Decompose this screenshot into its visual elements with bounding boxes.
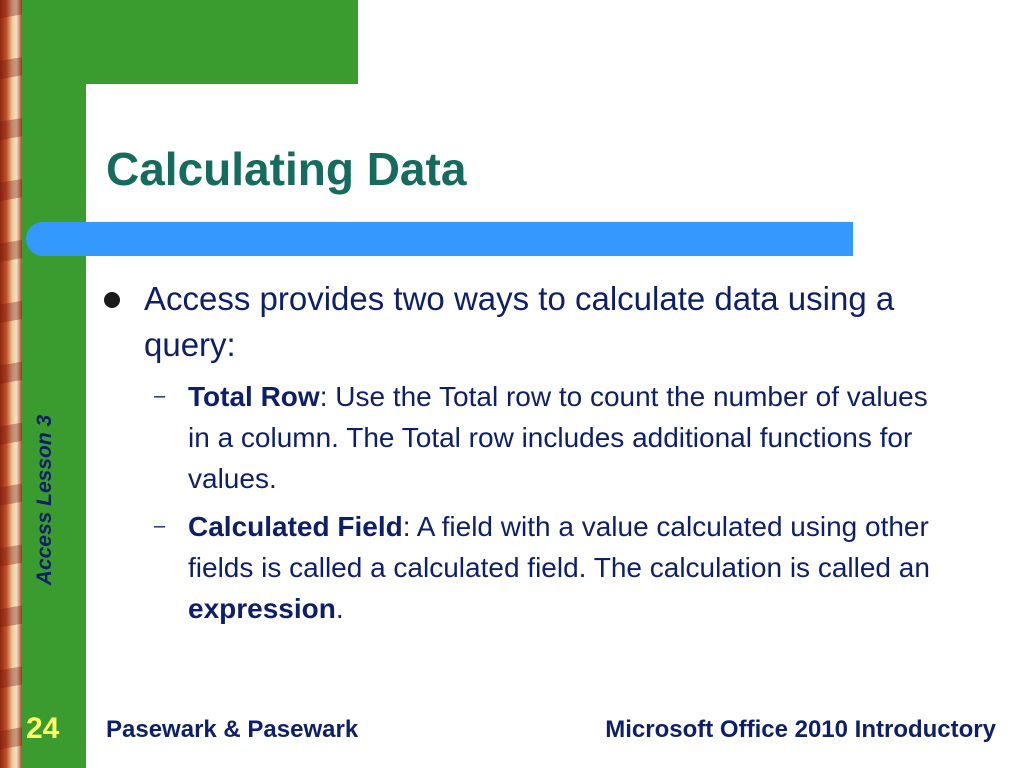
main-bullet-text: Access provides two ways to calculate data using a query: bbox=[144, 280, 895, 363]
subpoint-text bbox=[188, 376, 934, 499]
subpoint-tail: . bbox=[335, 593, 344, 624]
bullet-dot-icon bbox=[104, 292, 120, 308]
subpoint-calculated-field bbox=[154, 506, 934, 629]
subpoint-description: : A field with a value calculated using other fields is called a calculated field. The calculation is called an bbox=[188, 511, 930, 583]
green-top-panel bbox=[22, 0, 358, 84]
lesson-side-label bbox=[30, 380, 60, 620]
dash-icon: – bbox=[154, 515, 166, 537]
dash-icon: – bbox=[154, 385, 166, 407]
subpoint-term-expression: expression bbox=[188, 593, 336, 624]
subpoint-term: Total Row bbox=[188, 381, 320, 412]
subpoint-term: Calculated Field bbox=[188, 511, 403, 542]
subpoint-description: : Use the Total row to count the number of values in a column. The Total row includes additional functions for values. bbox=[188, 381, 928, 494]
slide-title: Calculating Data bbox=[106, 143, 467, 195]
footer-book-title: Microsoft Office 2010 Introductory bbox=[605, 716, 996, 743]
decorative-photo-strip bbox=[0, 0, 22, 768]
lesson-side-label-text: Access Lesson 3 bbox=[33, 414, 56, 586]
subpoint-total-row bbox=[154, 376, 934, 499]
footer-publisher: Pasewark & Pasewark bbox=[106, 716, 359, 743]
page-number: 24 bbox=[26, 712, 60, 745]
subpoint-text bbox=[188, 506, 934, 629]
main-bullet bbox=[104, 276, 924, 368]
title-accent-bar bbox=[26, 222, 853, 256]
